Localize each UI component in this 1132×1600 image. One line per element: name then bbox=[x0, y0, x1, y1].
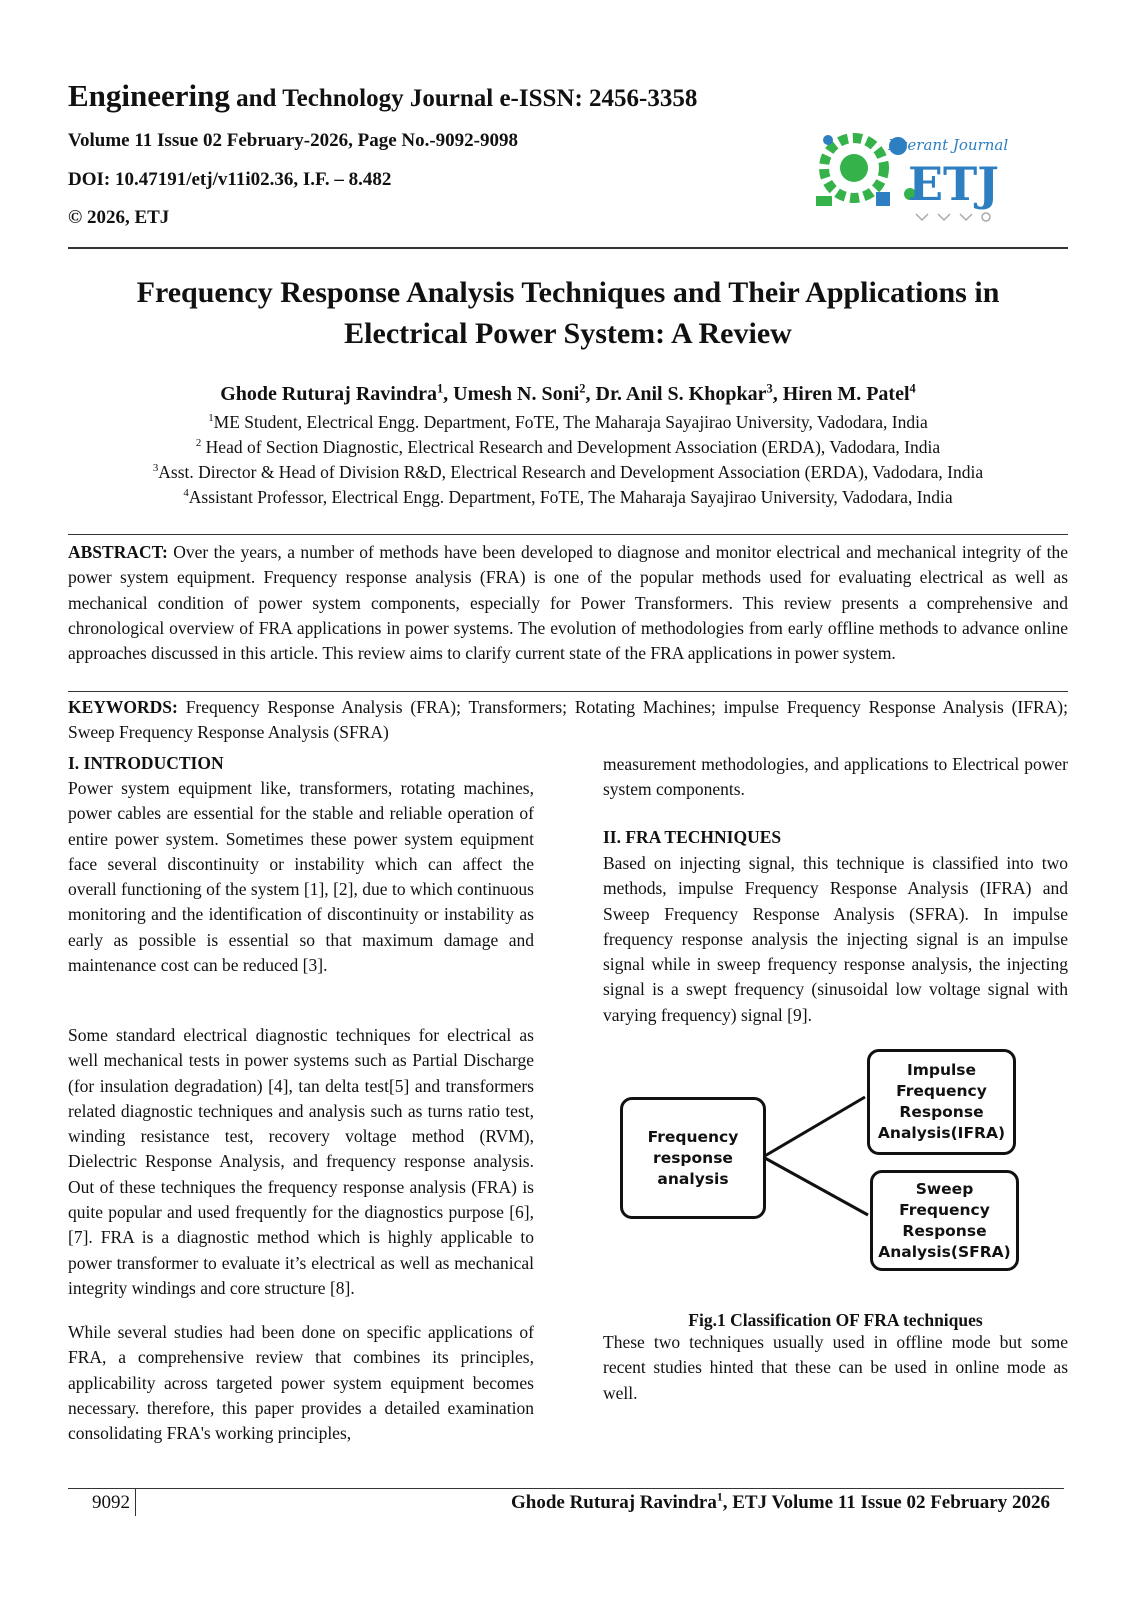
author-separator: , bbox=[772, 383, 783, 405]
logo-big-text: ETJ bbox=[908, 157, 1000, 211]
diagram-box-fra-label: Frequency response analysis bbox=[647, 1127, 739, 1188]
keywords-label: KEYWORDS: bbox=[68, 697, 178, 717]
abstract bbox=[68, 540, 1068, 666]
journal-name-first-word: Engineering bbox=[68, 78, 230, 113]
intro-paragraph-3: While several studies had been done on specific applications of FRA, a comprehensive review that combines its principles, applicability across targeted power system equipment becomes necessary. therefore, this paper provides a detailed examination consolidating FRA's working principles, bbox=[68, 1322, 534, 1444]
author-sup: 2 bbox=[579, 381, 586, 396]
diagram-box-ifra-label: Impulse Frequency Response Analysis(IFRA) bbox=[877, 1061, 1006, 1142]
connector-to-ifra bbox=[763, 1097, 865, 1157]
diagram-box-sfra-label: Sweep Frequency Response Analysis(SFRA) bbox=[878, 1179, 1011, 1261]
footer-rule bbox=[68, 1488, 1064, 1489]
intro-heading: I. INTRODUCTION bbox=[68, 753, 224, 773]
affiliation-text: ME Student, Electrical Engg. Department, FoTE, The Maharaja Sayajirao University, Vadodara, India bbox=[213, 412, 928, 432]
volume-line: Volume 11 Issue 02 February-2026, Page No.-9092-9098 bbox=[68, 130, 518, 151]
fra-classification-diagram bbox=[603, 1055, 1068, 1285]
logo-small-text: Everant Journal bbox=[888, 136, 1009, 154]
author-name: Hiren M. Patel bbox=[782, 383, 910, 405]
footer-author: Ghode Ruturaj Ravindra bbox=[510, 1492, 717, 1513]
journal-name-rest: and Technology Journal e-ISSN: 2456-3358 bbox=[229, 85, 698, 112]
affiliation-text: Head of Section Diagnostic, Electrical Research and Development Association (ERDA), Vadodara, India bbox=[201, 437, 941, 457]
abstract-label: ABSTRACT: bbox=[68, 542, 168, 562]
affiliation-sup: 1 bbox=[208, 412, 214, 425]
affiliation-text: Asst. Director & Head of Division R&D, Electrical Research and Development Association (ERDA), Vadodara, India bbox=[158, 462, 984, 482]
header-rule bbox=[68, 247, 1068, 249]
footer-divider bbox=[135, 1488, 136, 1516]
author-separator: , bbox=[585, 383, 596, 405]
footer-author-sup: 1 bbox=[716, 1490, 723, 1504]
fra-paragraph-2: These two techniques usually used in offline mode but some recent studies hinted that these can be used in online mode as well. bbox=[603, 1332, 1068, 1403]
page-number: 9092 bbox=[92, 1492, 130, 1513]
author-name: Umesh N. Soni bbox=[453, 383, 580, 405]
diagram-box-ifra bbox=[867, 1049, 1016, 1155]
diagram-box-fra bbox=[620, 1097, 766, 1219]
affiliation-sup: 2 bbox=[195, 437, 202, 450]
figure-caption: Fig.1 Classification OF FRA techniques bbox=[688, 1310, 983, 1330]
keywords-text: Frequency Response Analysis (FRA); Transformers; Rotating Machines; impulse Frequency Response Analysis (IFRA); Sweep Frequency Response Analysis (SFRA) bbox=[68, 697, 1068, 743]
affiliation-sup: 4 bbox=[183, 487, 189, 500]
author-sup: 4 bbox=[909, 381, 916, 396]
author-name: Dr. Anil S. Khopkar bbox=[595, 383, 767, 405]
footer-citation bbox=[450, 1492, 1050, 1514]
affiliation-text: Assistant Professor, Electrical Engg. Department, FoTE, The Maharaja Sayajirao University, Vadodara, India bbox=[188, 487, 953, 507]
fra-paragraph-1: Based on injecting signal, this technique is classified into two methods, impulse Frequency Response Analysis (IFRA) and Sweep Frequency Response Analysis (SFRA). In impulse frequency response analysis the injecting signal is an impulse signal while in sweep frequency response analysis, the injecting signal is a swept frequency (sinusoidal low voltage signal with varying frequency) signal [9]. bbox=[603, 853, 1068, 1025]
keywords bbox=[68, 695, 1068, 746]
fra-techniques-heading: II. FRA TECHNIQUES bbox=[603, 827, 782, 847]
author-sup: 1 bbox=[436, 381, 444, 396]
abstract-top-rule bbox=[68, 534, 1068, 535]
author-separator: , bbox=[443, 383, 454, 405]
intro-paragraph-3-continued: measurement methodologies, and applications to Electrical power system components. bbox=[603, 754, 1068, 800]
etj-journal-logo bbox=[806, 118, 1018, 230]
paper-title-line-1: Frequency Response Analysis Techniques and Their Applications in bbox=[136, 276, 1000, 309]
connector-to-sfra bbox=[763, 1157, 868, 1215]
paper-title bbox=[68, 272, 1068, 354]
paper-title-line-2: Electrical Power System: A Review bbox=[344, 317, 792, 350]
affiliation-2 bbox=[68, 437, 1068, 458]
affiliation-sup: 3 bbox=[152, 462, 159, 475]
affiliation-3 bbox=[68, 462, 1068, 483]
abstract-text: Over the years, a number of methods have been developed to diagnose and monitor electrical and mechanical integrity of the power system equipment. Frequency response analysis (FRA) is one of the popular methods used for evaluating electrical as well as mechanical condition of power system components, especially for Power Transformers. This review presents a comprehensive and chronological overview of FRA applications in power systems. The evolution of methodologies from early offline methods to advance online approaches discussed in this article. This review aims to clarify current state of the FRA applications in power system. bbox=[68, 542, 1068, 664]
author-list bbox=[68, 383, 1068, 406]
intro-paragraph-1: Power system equipment like, transformers, rotating machines, power cables are essential for the stable and reliable operation of entire power system. Sometimes these power system equipment face several discontinuity or instability which can affect the overall functioning of the system [1], [2], due to which continuous monitoring and the identification of discontinuity or instability as early as possible is essential so that maximum damage and maintenance cost can be reduced [3]. bbox=[68, 778, 534, 976]
copyright-line: © 2026, ETJ bbox=[68, 207, 170, 228]
author-name: Ghode Ruturaj Ravindra bbox=[220, 383, 437, 405]
affiliation-1 bbox=[68, 412, 1068, 433]
logo-ornament-icon bbox=[916, 213, 990, 221]
keywords-top-rule bbox=[68, 691, 1068, 692]
diagram-box-sfra bbox=[870, 1170, 1019, 1271]
intro-paragraph-2: Some standard electrical diagnostic techniques for electrical as well mechanical tests in power systems such as Partial Discharge (for insulation degradation) [4], tan delta test[5] and transformers related diagnostic techniques and analysis such as turns ratio test, winding resistance test, recovery voltage method (RVM), Dielectric Response Analysis, and frequency response analysis. Out of these techniques the frequency response analysis (FRA) is quite popular and used frequently for the diagnostics purpose [6], [7]. FRA is a diagnostic method which is highly applicable to power transformer to evaluate it’s electrical as well as mechanical integrity windings and core structure [8]. bbox=[68, 1025, 534, 1298]
footer-journal-ref: , ETJ Volume 11 Issue 02 February 2026 bbox=[722, 1492, 1050, 1513]
doi-line: DOI: 10.47191/etj/v11i02.36, I.F. – 8.482 bbox=[68, 169, 392, 190]
affiliation-4 bbox=[68, 487, 1068, 508]
journal-name bbox=[68, 78, 697, 114]
author-sup: 3 bbox=[766, 381, 773, 396]
